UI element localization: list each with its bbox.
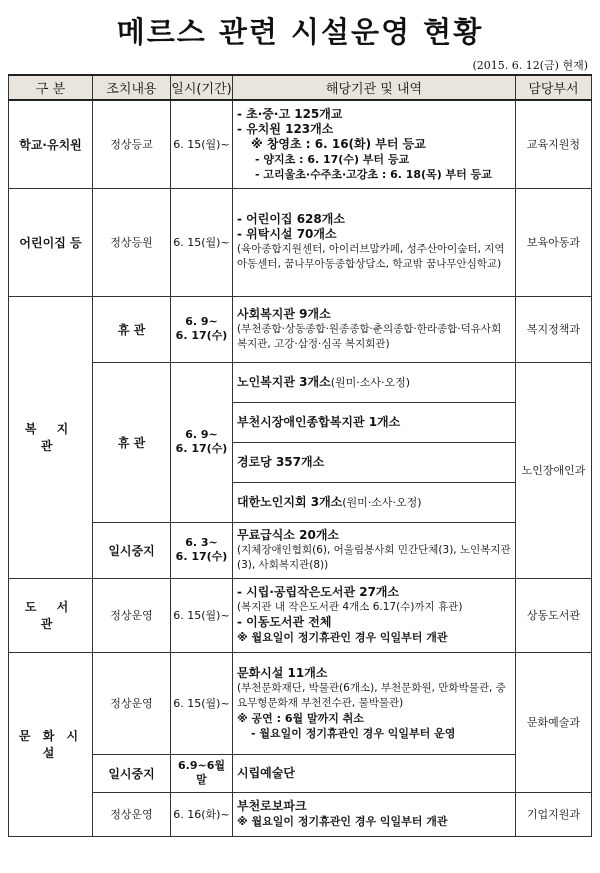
table-row	[9, 522, 592, 578]
details-cell	[233, 792, 516, 836]
details-cell	[233, 522, 516, 578]
details-cell	[233, 482, 516, 522]
action-cell: 정상운영	[93, 652, 171, 754]
table-row	[9, 100, 592, 188]
category-cell: 도 서 관	[9, 578, 93, 652]
period-cell: 6. 15(월)~	[171, 578, 233, 652]
department-cell: 교육지원청	[516, 100, 592, 188]
detail-line: - 양지초 : 6. 17(수) 부터 등교	[255, 152, 410, 166]
action-cell: 정상운영	[93, 578, 171, 652]
detail-line: - 이동도서관 전체	[237, 615, 332, 629]
header-details: 해당기관 및 내역	[233, 75, 516, 100]
department-cell: 상동도서관	[516, 578, 592, 652]
table-row	[9, 754, 592, 792]
header-category: 구 분	[9, 75, 93, 100]
detail-line: 대한노인지회 3개소	[237, 494, 343, 509]
action-cell: 휴 관	[93, 296, 171, 362]
header-department: 담당부서	[516, 75, 592, 100]
detail-line: - 시립·공립작은도서관 27개소	[237, 585, 400, 599]
department-cell: 문화예술과	[516, 652, 592, 792]
period-start: 6. 9~	[185, 315, 218, 328]
period-start: 6. 3~	[185, 536, 218, 549]
header-action: 조치내용	[93, 75, 171, 100]
period-cell	[171, 522, 233, 578]
table-header-row	[9, 75, 592, 100]
period-cell	[171, 296, 233, 362]
period-cell: 6. 15(월)~	[171, 100, 233, 188]
details-cell	[233, 188, 516, 296]
report-date: (2015. 6. 12(금) 현재)	[472, 59, 588, 72]
period-cell: 6. 16(화)~	[171, 792, 233, 836]
detail-line: - 위탁시설 70개소	[237, 227, 337, 241]
department-cell: 노인장애인과	[516, 362, 592, 578]
details-cell	[233, 754, 516, 792]
detail-line: 경로당 357개소	[237, 454, 325, 469]
action-cell: 정상등원	[93, 188, 171, 296]
period-end: 6. 17(수)	[175, 329, 228, 342]
detail-line: - 초·중·고 125개교	[237, 106, 343, 121]
table-row	[9, 188, 592, 296]
detail-line: (복지관 내 작은도서관 4개소 6.17(수)까지 휴관)	[237, 601, 463, 613]
details-cell	[233, 402, 516, 442]
period-start: 6. 9~	[185, 428, 218, 441]
detail-line: - 어린이집 628개소	[237, 212, 345, 226]
period-cell: 6. 15(월)~	[171, 188, 233, 296]
detail-note: ※ 월요일이 정기휴관인 경우 익일부터 개관	[237, 815, 448, 828]
department-cell: 복지정책과	[516, 296, 592, 362]
period-end: 6. 17(수)	[175, 442, 228, 455]
detail-note: (원미·소사·오정)	[330, 375, 411, 389]
header-period: 일시(기간)	[171, 75, 233, 100]
detail-line: (육아종합지원센터, 아이러브맘카페, 성주산아이숲터, 지역아동센터, 꿈나무아동종합상담소, 학교밖 꿈나무안심학교)	[237, 243, 505, 270]
detail-line: 사회복지관 9개소	[237, 306, 331, 321]
category-cell: 어린이집 등	[9, 188, 93, 296]
detail-line: 문화시설 11개소	[237, 665, 328, 680]
page-title: 메르스 관련 시설운영 현황	[116, 15, 484, 49]
table-row	[9, 578, 592, 652]
action-cell: 일시중지	[93, 754, 171, 792]
detail-note: ※ 월요일이 정기휴관인 경우 익일부터 개관	[237, 631, 448, 644]
details-cell	[233, 296, 516, 362]
detail-line: - 유치원 123개소	[237, 121, 334, 136]
detail-note: ※ 공연 : 6월 말까지 취소	[237, 711, 364, 725]
detail-note: ※ 창영초 : 6. 16(화) 부터 등교	[251, 136, 426, 151]
details-cell	[233, 652, 516, 754]
detail-line: (부천문화재단, 박물관(6개소), 부천문화원, 만화박물관, 중요무형문화재 부천전수관, 물박물관)	[237, 681, 506, 709]
action-cell: 일시중지	[93, 522, 171, 578]
details-cell	[233, 578, 516, 652]
detail-line: (부천종합·상동종합·원종종합·춘의종합·한라종합·덕유사회복지관, 고강·삼정·심곡 복지회관)	[237, 322, 502, 350]
department-cell: 보육아동과	[516, 188, 592, 296]
category-cell: 복 지 관	[9, 296, 93, 578]
detail-line: (지체장애인협회(6), 어울림봉사회 민간단체(3), 노인복지관(3), 사회복지관(8))	[237, 543, 511, 571]
table-row	[9, 296, 592, 362]
detail-line: - 고리울초·수주초·고강초 : 6. 18(목) 부터 등교	[255, 167, 492, 181]
category-cell: 학교·유치원	[9, 100, 93, 188]
action-cell: 휴 관	[93, 362, 171, 522]
action-cell: 정상등교	[93, 100, 171, 188]
detail-line: 부천시장애인종합복지관 1개소	[237, 414, 401, 429]
department-cell: 기업지원과	[516, 792, 592, 836]
action-cell: 정상운영	[93, 792, 171, 836]
table-row	[9, 652, 592, 754]
table-row	[9, 792, 592, 836]
category-cell: 문 화 시 설	[9, 652, 93, 836]
table-row	[9, 362, 592, 402]
details-cell	[233, 362, 516, 402]
detail-line: 무료급식소 20개소	[237, 527, 340, 542]
detail-note: (원미·소사·오정)	[342, 495, 422, 509]
detail-line: 부천로보파크	[237, 799, 307, 813]
details-cell	[233, 100, 516, 188]
details-cell	[233, 442, 516, 482]
facility-status-table	[8, 74, 592, 837]
period-end: 6. 17(수)	[175, 550, 228, 563]
detail-line: - 월요일이 정기휴관인 경우 익일부터 운영	[251, 726, 456, 740]
period-cell: 6.9~6월 말	[171, 754, 233, 792]
detail-line: 시립예술단	[237, 765, 295, 780]
detail-line: 노인복지관 3개소	[237, 374, 331, 389]
period-cell	[171, 362, 233, 522]
period-cell: 6. 15(월)~	[171, 652, 233, 754]
